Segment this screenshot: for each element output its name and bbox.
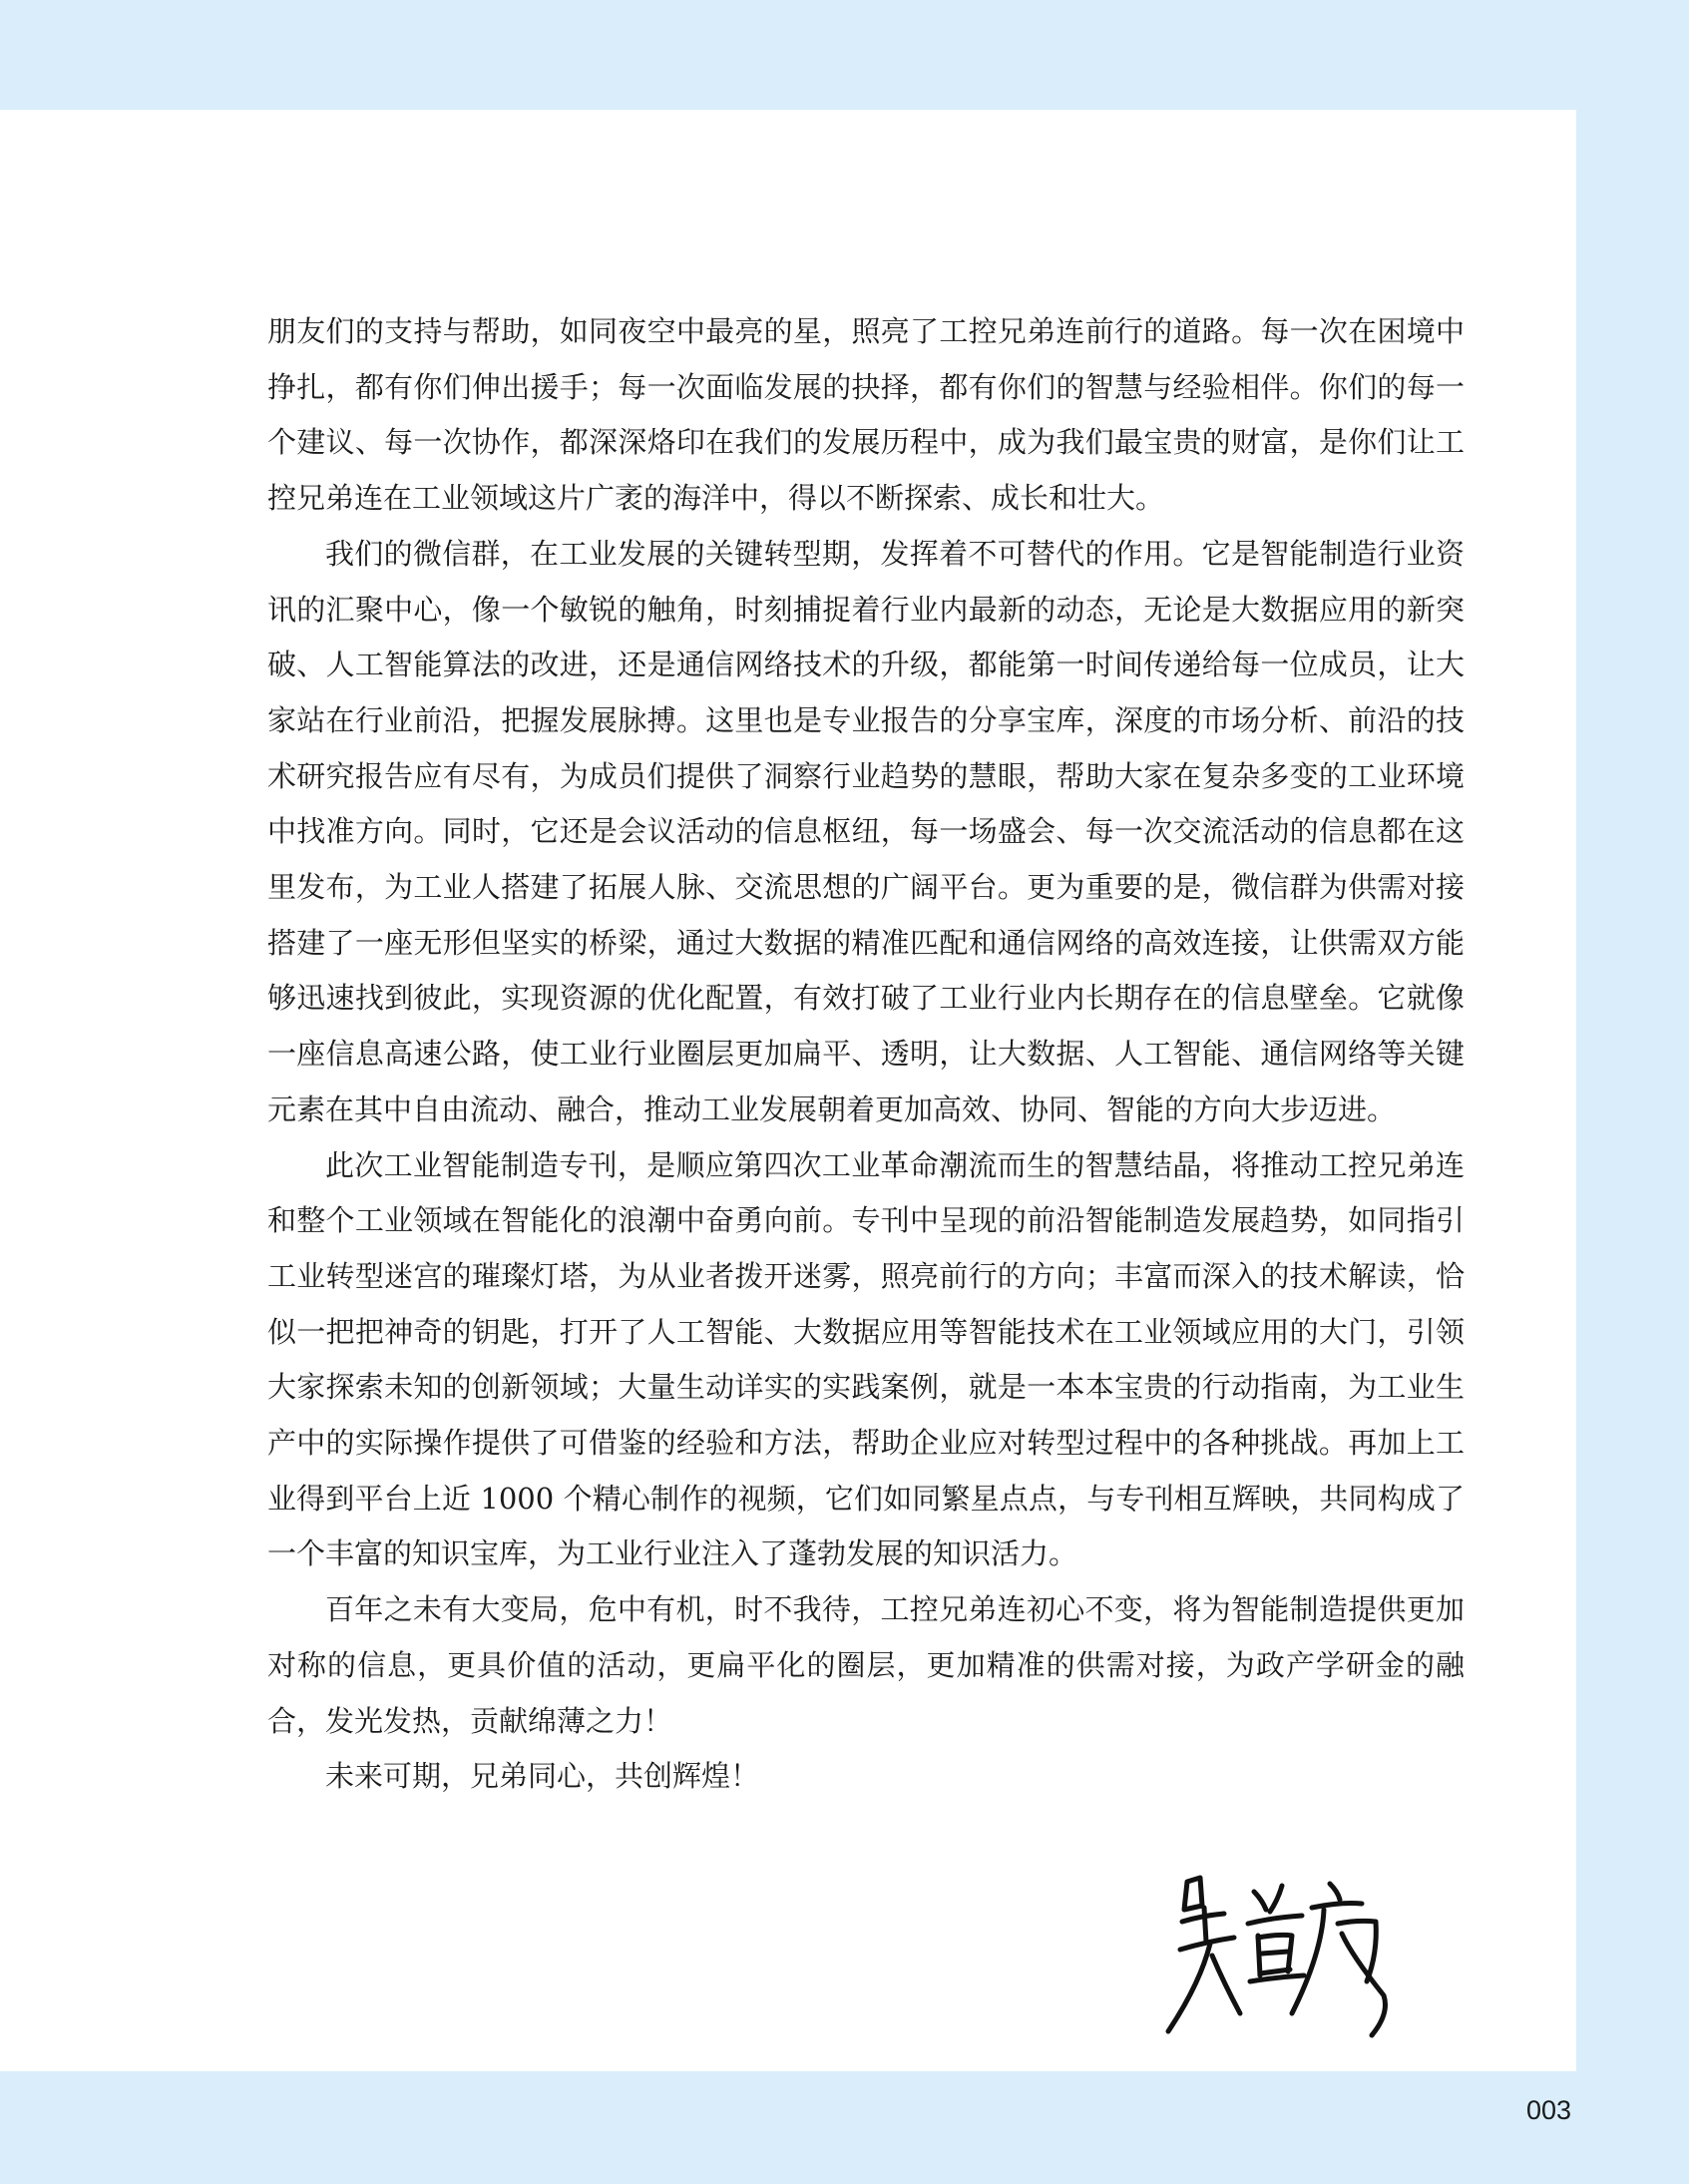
paragraph-4: 百年之未有大变局，危中有机，时不我待，工控兄弟连初心不变，将为智能制造提供更加对称的信息，更具价值的活动，更扁平化的圈层，更加精准的供需对接，为政产学研金的融合，发光发热，贡献绵薄之力！: [267, 1592, 1465, 1738]
paragraph-2: 我们的微信群，在工业发展的关键转型期，发挥着不可替代的作用。它是智能制造行业资讯的汇聚中心，像一个敏锐的触角，时刻捕捉着行业内最新的动态，无论是大数据应用的新突破、人工智能算法的改进，还是通信网络技术的升级，都能第一时间传递给每一位成员，让大家站在行业前沿，把握发展脉搏。这里也是专业报告的分享宝库，深度的市场分析、前沿的技术研究报告应有尽有，为成员们提供了洞察行业趋势的慧眼，帮助大家在复杂多变的工业环境中找准方向。同时，它还是会议活动的信息枢纽，每一场盛会、每一次交流活动的信息都在这里发布，为工业人搭建了拓展人脉、交流思想的广阔平台。更为重要的是，微信群为供需对接搭建了一座无形但坚实的桥梁，通过大数据的精准匹配和通信网络的高效连接，让供需双方能够迅速找到彼此，实现资源的优化配置，有效打破了工业行业内长期存在的信息壁垒。它就像一座信息高速公路，使工业行业圈层更加扁平、透明，让大数据、人工智能、通信网络等关键元素在其中自由流动、融合，推动工业发展朝着更加高效、协同、智能的方向大步迈进。: [267, 536, 1465, 1126]
page-number: 003: [1526, 2095, 1572, 2125]
paragraph-5: 未来可期，兄弟同心，共创辉煌！: [325, 1759, 760, 1794]
article-body: [267, 304, 1465, 1805]
handwritten-signature: [1162, 1864, 1402, 2043]
paragraph-1: 朋友们的支持与帮助，如同夜空中最亮的星，照亮了工控兄弟连前行的道路。每一次在困境中挣扎，都有你们伸出援手；每一次面临发展的抉择，都有你们的智慧与经验相伴。你们的每一个建议、每一次协作，都深深烙印在我们的发展历程中，成为我们最宝贵的财富，是你们让工控兄弟连在工业领域这片广袤的海洋中，得以不断探索、成长和壮大。: [267, 314, 1465, 516]
paragraph-3: 此次工业智能制造专刊，是顺应第四次工业革命潮流而生的智慧结晶，将推动工控兄弟连和整个工业领域在智能化的浪潮中奋勇向前。专刊中呈现的前沿智能制造发展趋势，如同指引工业转型迷宫的璀璨灯塔，为从业者拨开迷雾，照亮前行的方向；丰富而深入的技术解读，恰似一把把神奇的钥匙，打开了人工智能、大数据应用等智能技术在工业领域应用的大门，引领大家探索未知的创新领域；大量生动详实的实践案例，就是一本本宝贵的行动指南，为工业生产中的实际操作提供了可借鉴的经验和方法，帮助企业应对转型过程中的各种挑战。再加上工业得到平台上近 1000 个精心制作的视频，它们如同繁星点点，与专刊相互辉映，共同构成了一个丰富的知识宝库，为工业行业注入了蓬勃发展的知识活力。: [267, 1147, 1465, 1571]
